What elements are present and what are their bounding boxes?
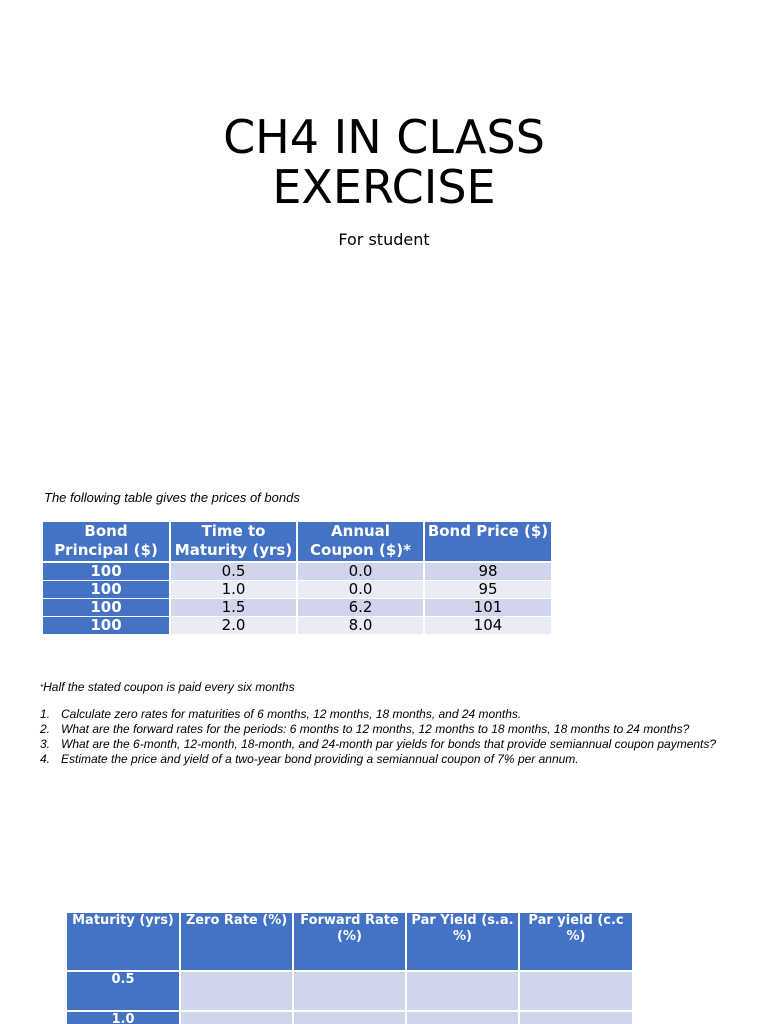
cell-price: 98 [424, 562, 552, 581]
question-item [40, 737, 716, 752]
answer-table-header-row [67, 913, 633, 971]
header-forward-rate: Forward Rate (%) [293, 913, 406, 971]
cell-coupon: 6.2 [297, 599, 424, 617]
cell-principal: 100 [43, 581, 170, 599]
question-item [40, 752, 716, 767]
footnote-text: Half the stated coupon is paid every six months [43, 680, 295, 694]
slide-title [0, 112, 768, 212]
blank-cell[interactable] [293, 971, 406, 1011]
header-zero-rate: Zero Rate (%) [180, 913, 293, 971]
intro-text: The following table gives the prices of bonds [44, 490, 300, 505]
title-line-1: CH4 IN CLASS [223, 110, 545, 164]
cell-principal: 100 [43, 599, 170, 617]
table-row [43, 599, 552, 617]
cell-maturity: 2.0 [170, 617, 297, 635]
cell-maturity: 1.0 [170, 581, 297, 599]
question-item [40, 707, 716, 722]
cell-maturity: 0.5 [170, 562, 297, 581]
header-bond-principal: Bond Principal ($) [43, 522, 170, 562]
header-maturity: Maturity (yrs) [67, 913, 180, 971]
table-row [43, 581, 552, 599]
question-item [40, 722, 716, 737]
blank-cell[interactable] [519, 971, 633, 1011]
blank-cell[interactable] [293, 1011, 406, 1024]
bond-table-header-row [43, 522, 552, 562]
title-line-2: EXERCISE [272, 160, 496, 214]
blank-cell[interactable] [180, 971, 293, 1011]
table-row [43, 562, 552, 581]
header-time-to-maturity: Time to Maturity (yrs) [170, 522, 297, 562]
table-row [67, 971, 633, 1011]
question-number: 1. [40, 707, 51, 721]
header-annual-coupon: Annual Coupon ($)* [297, 522, 424, 562]
blank-cell[interactable] [519, 1011, 633, 1024]
blank-cell[interactable] [180, 1011, 293, 1024]
question-text: Estimate the price and yield of a two-year bond providing a semiannual coupon of 7% per annum. [61, 752, 579, 766]
question-number: 4. [40, 752, 51, 766]
cell-coupon: 8.0 [297, 617, 424, 635]
cell-coupon: 0.0 [297, 562, 424, 581]
cell-principal: 100 [43, 562, 170, 581]
question-text: What are the forward rates for the periods: 6 months to 12 months, 12 months to 18 months, 18 months to 24 months? [61, 722, 690, 736]
question-text: Calculate zero rates for maturities of 6 months, 12 months, 18 months, and 24 months. [61, 707, 522, 721]
cell-maturity: 0.5 [67, 971, 180, 1011]
blank-cell[interactable] [406, 971, 519, 1011]
cell-price: 104 [424, 617, 552, 635]
cell-maturity: 1.5 [170, 599, 297, 617]
header-par-yield-cc: Par yield (c.c %) [519, 913, 633, 971]
cell-price: 101 [424, 599, 552, 617]
slide-subtitle: For student [338, 230, 430, 249]
cell-maturity: 1.0 [67, 1011, 180, 1024]
cell-principal: 100 [43, 617, 170, 635]
question-number: 3. [40, 737, 51, 751]
cell-coupon: 0.0 [297, 581, 424, 599]
question-number: 2. [40, 722, 51, 736]
table-row [43, 617, 552, 635]
blank-cell[interactable] [406, 1011, 519, 1024]
table-row [67, 1011, 633, 1024]
answer-table [67, 913, 634, 1024]
question-list [40, 707, 716, 767]
coupon-footnote [40, 680, 295, 695]
question-text: What are the 6-month, 12-month, 18-month, and 24-month par yields for bonds that provide semiannual coupon payments? [61, 737, 717, 751]
bond-price-table [43, 522, 553, 635]
header-par-yield-sa: Par Yield (s.a. %) [406, 913, 519, 971]
header-bond-price: Bond Price ($) [424, 522, 552, 562]
cell-price: 95 [424, 581, 552, 599]
footnote-marker: * [40, 683, 44, 692]
